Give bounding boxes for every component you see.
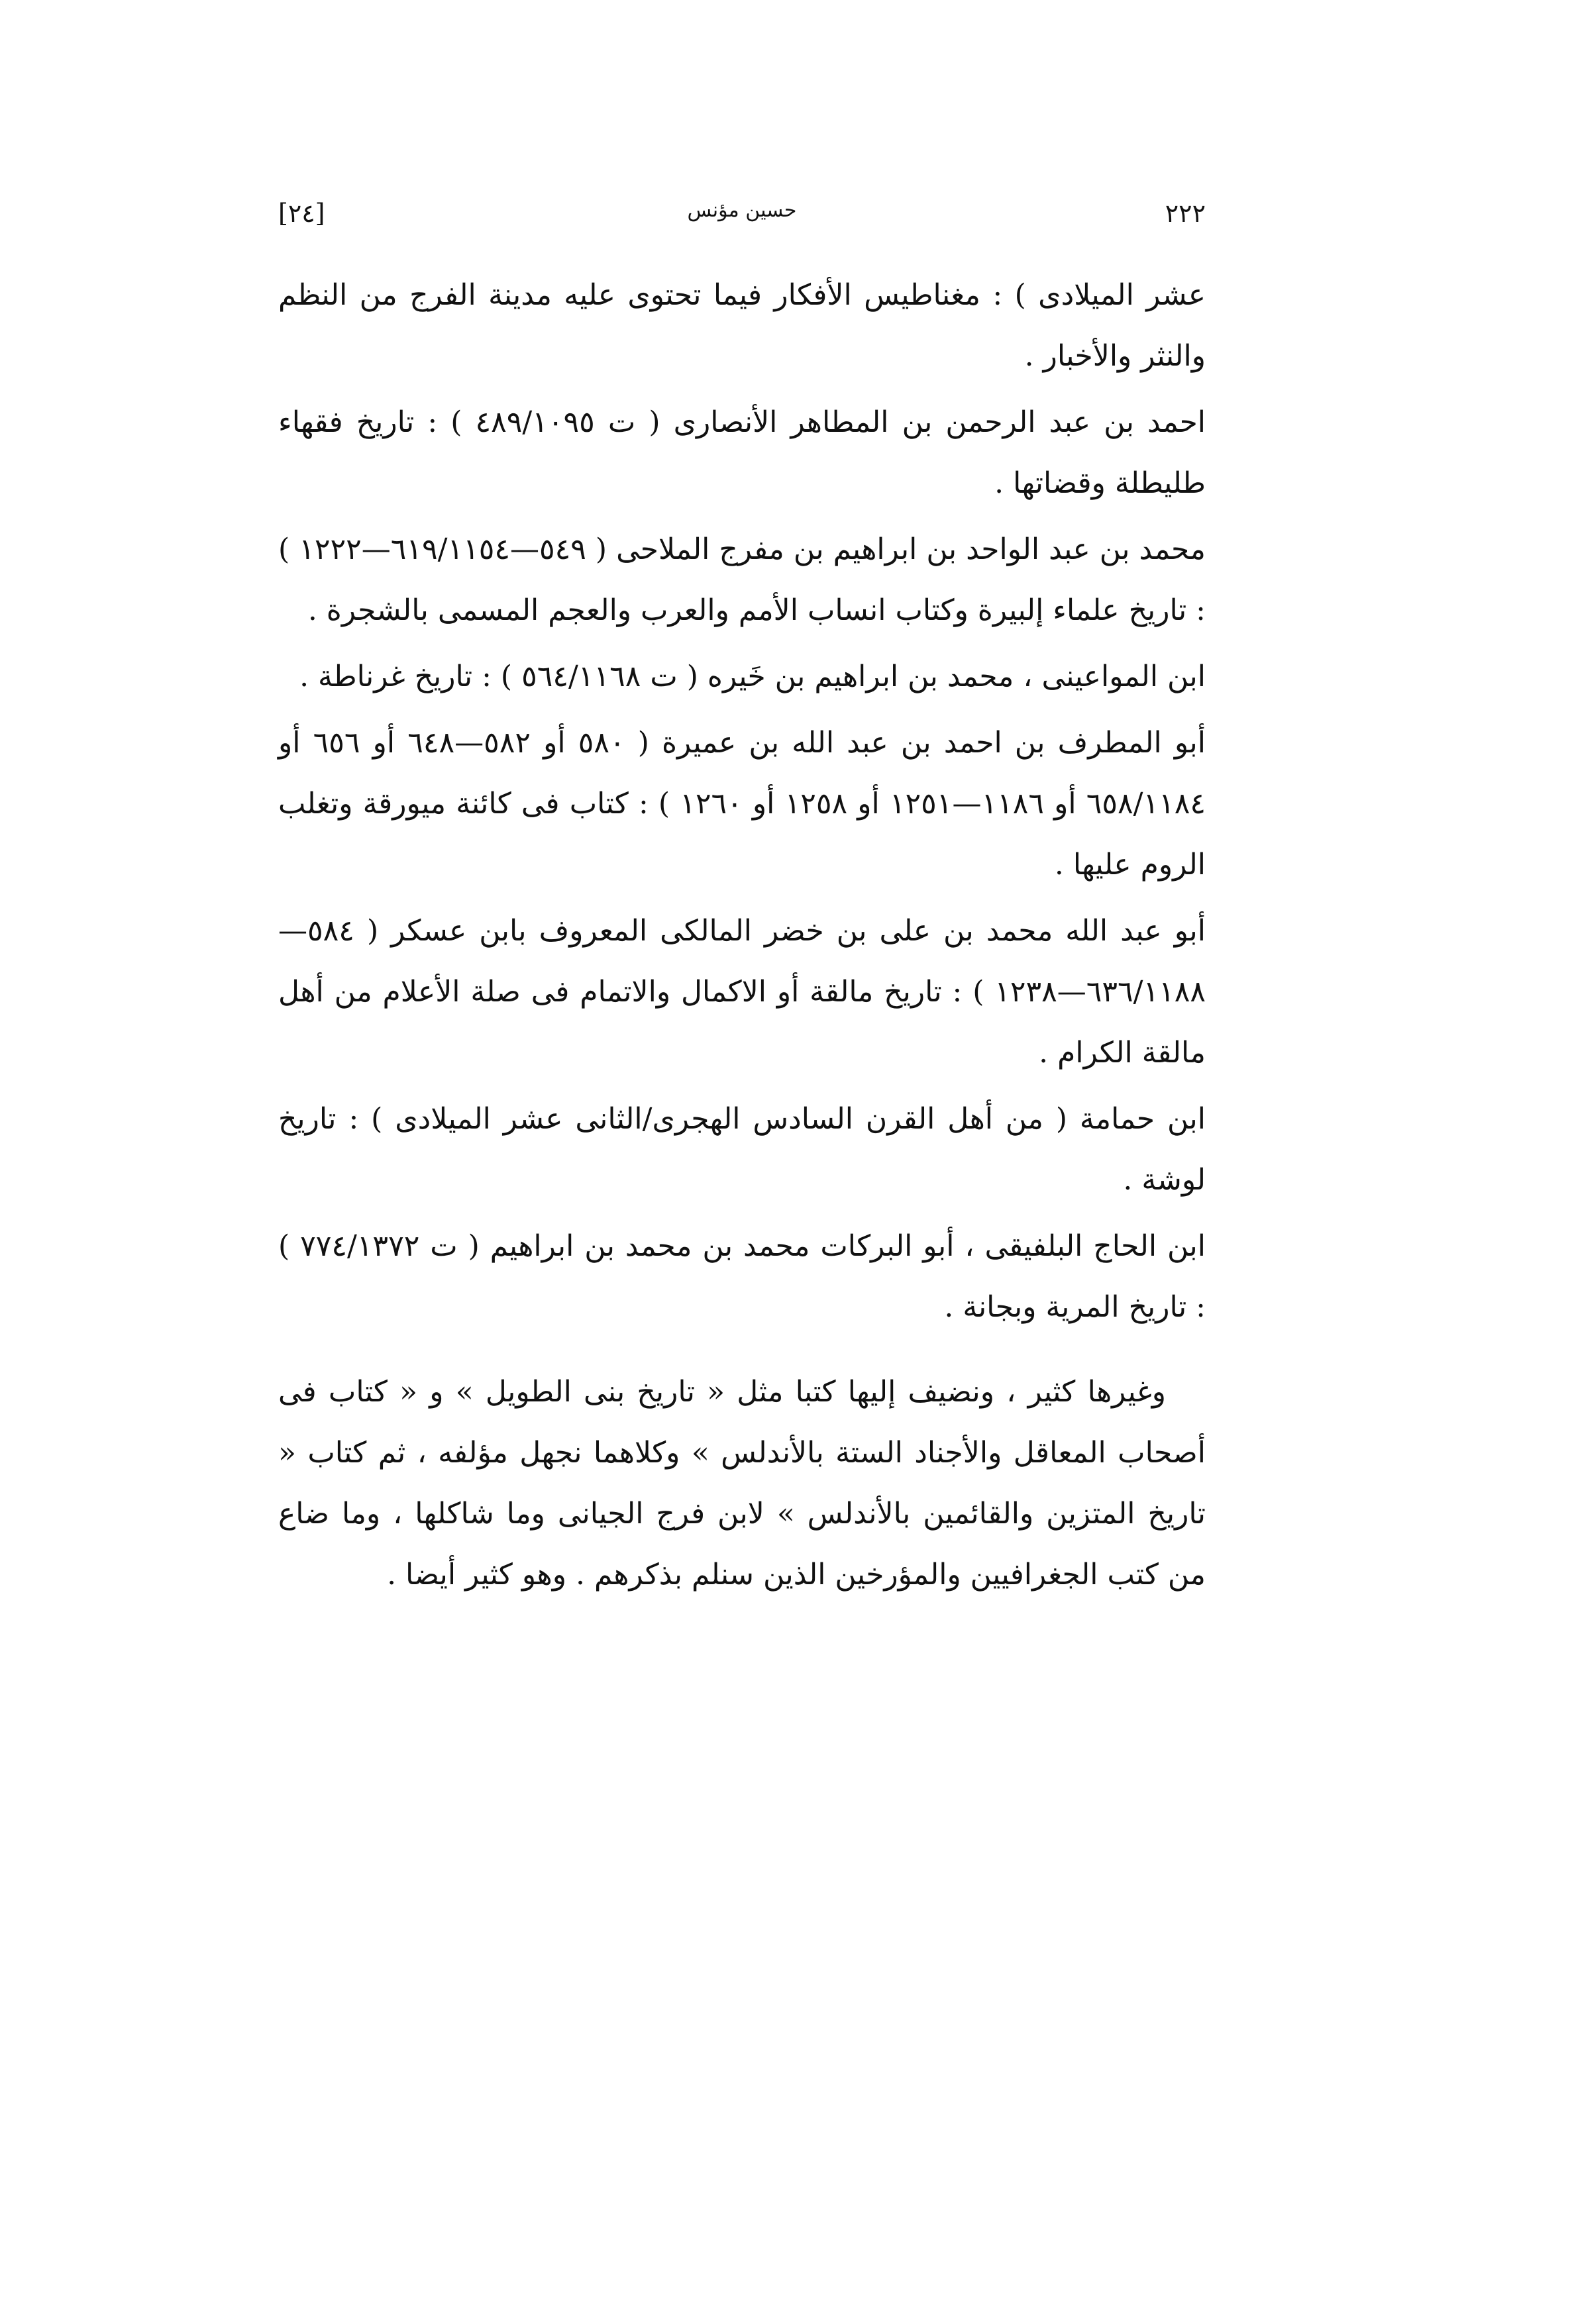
bibliography-entry: ابن المواعينى ، محمد بن ابراهيم بن خَيره ( ت ٥٦٤/١١٦٨ ) : تاريخ غرناطة . [299, 660, 1206, 693]
bibliography-entry: أبو المطرف بن احمد بن عبد الله بن عميرة ( ٥٨٠ أو ٥٨٢—٦٤٨ أو ٦٥٦ أو ٦٥٨/١١٨٤ أو ١١٨٦—١٢٥١ أو ١٢٥٨ أو ١٢٦٠ ) : كتاب فى كائنة ميورقة وتغلب الروم عليها . [278, 726, 1206, 882]
closing-paragraph: وغيرها كثير ، ونضيف إليها كتبا مثل « تاريخ بنى الطويل » و « كتاب فى أصحاب المعاقل والأجناد الستة بالأندلس » وكلاهما نجهل مؤلفه ، ثم كتاب « تاريخ المتزين والقائمين بالأندلس » لابن فرج الجيانى وما شاكلها ، وما ضاع من كتب الجغرافيين والمؤرخين الذين سنلم بذكرهم . وهو كثير أيضا . [278, 1375, 1206, 1591]
bibliography-entry: محمد بن عبد الواحد بن ابراهيم بن مفرج الملاحى ( ٥٤٩—٦١٩/١١٥٤—١٢٢٢ ) : تاريخ علماء إلبيرة وكتاب انساب الأمم والعرب والعجم المسمى بالشجرة . [278, 532, 1206, 627]
page-body [278, 265, 1206, 1611]
running-head-author: حسين مؤنس [687, 199, 797, 222]
page-number: ٢٢٢ [1165, 199, 1206, 228]
bibliography-entry: احمد بن عبد الرحمن بن المطاهر الأنصارى ( ت ٤٨٩/١٠٩٥ ) : تاريخ فقهاء طليطلة وقضاتها . [278, 405, 1206, 500]
bibliography-entry: أبو عبد الله محمد بن على بن خضر المالكى المعروف بابن عسكر ( ٥٨٤—٦٣٦/١١٨٨—١٢٣٨ ) : تاريخ مالقة أو الاكمال والاتمام فى صلة الأعلام من أهل مالقة الكرام . [278, 914, 1206, 1070]
reference-number: [٢٤] [278, 199, 325, 228]
page-header [278, 199, 1206, 238]
bibliography-entry: عشر الميلادى ) : مغناطيس الأفكار فيما تحتوى عليه مدينة الفرج من النظم والنثر والأخبار . [278, 278, 1206, 373]
bibliography-entry: ابن الحاج البلفيقى ، أبو البركات محمد بن محمد بن ابراهيم ( ت ٧٧٤/١٣٧٢ ) : تاريخ المرية وبجانة . [278, 1229, 1206, 1324]
bibliography-entry: ابن حمامة ( من أهل القرن السادس الهجرى/الثانى عشر الميلادى ) : تاريخ لوشة . [278, 1102, 1206, 1197]
